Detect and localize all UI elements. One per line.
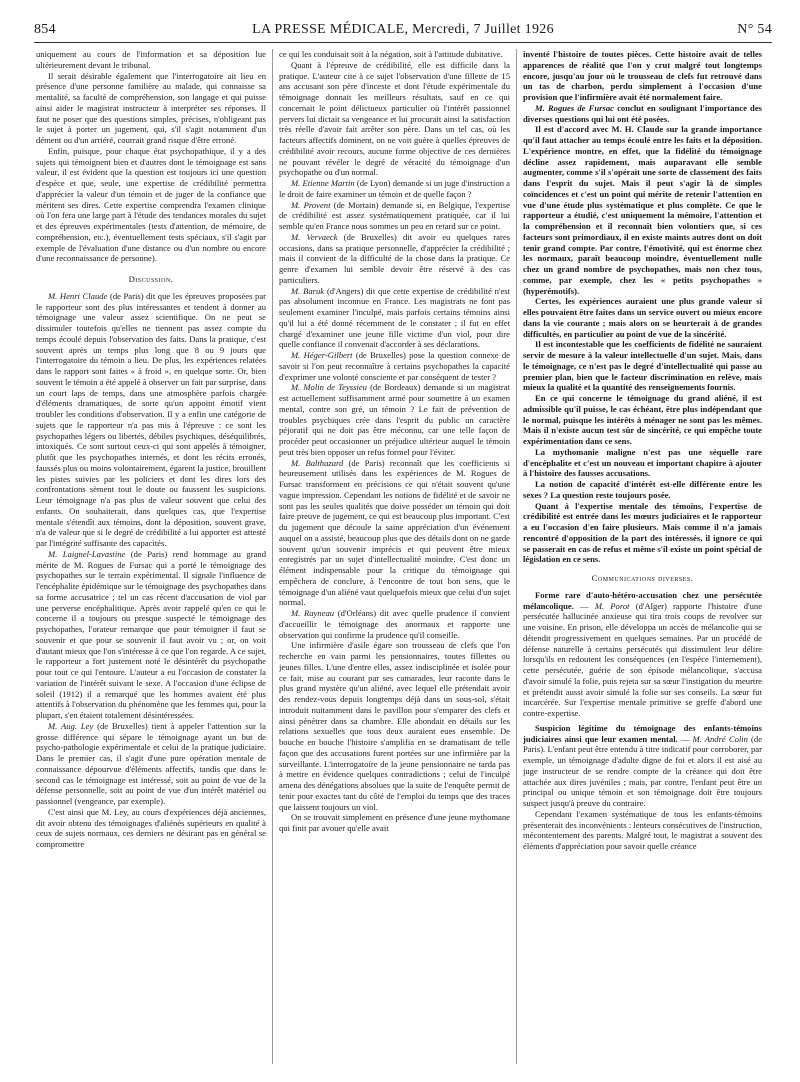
speaker-name: M. Henri Claude <box>48 290 108 301</box>
issue-number: N° 54 <box>737 22 772 37</box>
discussion-entry <box>279 232 510 286</box>
paragraph: Cependant l'examen systématique de tous les enfants-témoins présenterait des inconvénients : lenteurs consécutives de l'instruction, mécontentement des parents. Malgré tout, le magistrat a souvent des éléments d'appréciation pour savoir quelle créance <box>523 808 762 851</box>
column-2 <box>279 49 510 1064</box>
column-3 <box>523 49 762 1064</box>
discussion-entry <box>279 458 510 609</box>
paragraph: inventé l'histoire de toutes pièces. Cette histoire avait de telles apparences de réalité que l'on y crut malgré tout longtemps encore, jusqu'au jour où le trousseau de clefs fut retrouvé dans un tas de charbon, perdu simplement à l'occasion d'une provision que l'infirmière avait été normalement faire. <box>523 49 762 102</box>
entry-text: (de Mortain) demande si, en Belgique, l'expertise de crédibilité est assez systématiquement pratiquée, car il lui semble qu'en France nous sommes un peu en retard sur ce point. <box>279 199 510 231</box>
entry-text: (d'Angers) dit que cette expertise de crédibilité n'est pas absolument inconnue en France. Les magistrats ne font pas seulement examiner l'inculpé, mais parfois certains témoins ainsi qu'il lui a été donné récemment de le constater ; il fut en effet chargé d'examiner une jeune fille victime d'un viol, pour dire quelle confiance il convenait d'accorder à ses déclarations. <box>279 285 510 350</box>
paragraph: En ce qui concerne le témoignage du grand aliéné, il est admissible qu'il puisse, le cas échéant, être plus indépendant que le normal, puisque les intérêts à ménager ne sont pas les mêmes. Mais il n'existe aucun test sûr de sincérité, ce qui empêche toute expérimentation dans ce sens. <box>523 393 762 446</box>
discussion-entry <box>279 200 510 232</box>
paragraph: La notion de capacité d'intérêt est-elle différente entre les sexes ? La question reste toujours posée. <box>523 479 762 500</box>
column-1 <box>36 49 266 1064</box>
entry-text: (de Paris) rend hommage au grand mérite de M. Rogues de Fursac qui a porté le témoignage des psychopathes sur le terrain expérimental. Il signale l'influence de l'encéphalite épidémique sur le témoignage des psychopathes dans sa forme accusatrice ; tel un cas récent d'accusation de viol par une perverse encéphalitique. Après avoir rappelé qu'en ce qui le concerne il a toujours ou presque suspecté le témoignage des psychopathes, l'orateur remarque que pour témoigner il faut se souvenir et que pour se souvenir il faut avoir vu ; or, on voit d'autant mieux que l'on s'intéresse à ce que l'on regarde. A ce sujet, le rapporteur a fort justement noté le désintérêt du psychopathe pour tout ce qui l'entoure. L'auteur a eu l'occasion de constater la variation de l'intérêt suivant le sexe. A l'occasion d'une éclipse de soleil (1912) il a remarqué que les hommes avaient été plus attentifs à l'observation du phénomène que les femmes qui, pour la plupart, s'en étaient totalement désintéressées. <box>36 548 266 720</box>
paragraph: Quant à l'expertise mentale des témoins, l'expertise de crédibilité est entrée dans les mœurs judiciaires et le rapporteur a eu l'occasion d'en faire plusieurs. Mais comme il n'a jamais rencontré d'opposition de la part des intéressés, il ignore ce qui se passerait en cas de refus et même s'il existe un point spécial de législation en ce sens. <box>523 500 762 565</box>
speaker-name: M. Baruk <box>291 285 325 296</box>
discussion-entry <box>279 178 510 200</box>
entry-text: (d'Orléans) dit avec quelle prudence il convient d'accueillir le témoignage des anormaux et rapporte une observation qui confirme la prudence qu'il conseille. <box>279 608 510 640</box>
speaker-name: M. Balthazard <box>291 457 344 468</box>
speaker-name: M. Rogues de Fursac <box>535 102 614 113</box>
paragraph: On se trouvait simplement en présence d'une jeune mythomane qui finit par avouer qu'elle avait <box>279 812 510 833</box>
communication-title: Suspicion légitime du témoignage des enfants-témoins judiciaires ainsi que leur examen mental. <box>523 722 762 744</box>
entry-text: (de Paris). L'enfant peut être entendu à titre indicatif pour corroborer, par exemple, un témoignage d'adulte digne de foi et alors il est aisé au juge instructeur de se rendre compte de la créance qui doit être attachée aux dires juvéniles ; mais, par contre, l'enfant peut être un principal ou unique témoin et son témoignage doit être toujours suspect jusqu'à preuve du contraire. <box>523 733 762 808</box>
communication-title: Forme rare d'auto-hétéro-accusation chez une persécutée mélancolique. <box>523 589 762 611</box>
section-heading: Communications diverses. <box>591 573 694 583</box>
paragraph: Enfin, puisque, pour chaque état psychopathique, il y a des sujets qui témoignent bien et d'autres dont le témoignage est sans valeur, il est évident que la question est toujours ici une question d'espèce et que, seule, une expertise de crédibilité permettra d'apprécier la valeur d'un témoin et de juger de la confiance que méritent ses dires. Cette expertise comprendra l'examen clinique où l'on fera une large part à l'étude des tendances morales du sujet et des épreuves expérimentales (tests d'attention, de mémoire, de compréhension, etc.), éventuellement tests spéciaux, s'il s'agit par exemple de l'évaluation d'une distance ou d'un nombre ou encore d'une reconnaissance de personne). <box>36 145 266 264</box>
section-heading: Discussion. <box>128 274 174 284</box>
paragraph: Il est incontestable que les coefficients de fidélité ne sauraient servir de mesure à la valeur intellectuelle d'un sujet. Mais, dans le témoignage, ce n'est pas le degré d'intellectualité qui passe au premier plan, bien que le facteur discrimination en relève, mais mieux la qualité et la quantité des renseignements fournis. <box>523 339 762 393</box>
paragraph: Il est d'accord avec M. H. Claude sur la grande importance qu'il faut attacher au temps écoulé entre les faits et la déposition. L'expérience montre, en effet, que la fidélité du témoignage décline assez rapidement, mais auparavant elle semble augmenter, comme s'il s'opérait une sorte de classement des faits dans l'esprit du sujet. Mais il peut s'agir là de simples coïncidences et c'est un point qui mérite de retenir l'attention en vue d'une étude plus systématique et plus complète. Ce que le rapporteur a étudié, c'est uniquement la mémoire, l'attention et la compréhension et il reconnaît bien volontiers que, si ces facteurs sont primordiaux, il en existe maints autres dont on doit tenir grand compte. Par contre, l'émotivité, qui est énorme chez les normaux, paraît beaucoup moindre, éventuellement nulle chez un grand nombre de psychopathes, mais non chez tous, comme, par exemple, chez les « petits psychopathes » (hyperémotifs). <box>523 124 762 296</box>
discussion-entry <box>279 350 510 382</box>
paragraph: ce qui les conduisait soit à la négation, soit à l'attitude dubitative. <box>279 49 503 59</box>
column-divider-1 <box>272 49 273 1064</box>
journal-title: LA PRESSE MÉDICALE, Mercredi, 7 Juillet 1926 <box>252 22 554 37</box>
speaker-name: M. Porot <box>594 600 630 611</box>
speaker-name: M. Rayneau <box>291 608 335 618</box>
entry-text: (de Paris) reconnaît que les coefficients si heureusement utilisés dans les expériences de M. Rogues de Fursac transforment en précisions ce qui n'était souvent qu'une vague impression. Cependant les notions de fidélité et de savoir ne sont pas les seules qualités que doive posséder un témoin qui doit faire preuve de jugement, ce qui est beaucoup plus important. C'est du jugement que découle la saine appréciation d'un événement auquel on a assisté, beaucoup plus que des détails dont on ne garde souvent qu'un souvenir imprécis et qui peuvent être mieux enregistrés par un sujet d'intellectualité moindre. C'est donc un élément indispensable pour la critique du témoignage qui empêchera de conclure, à l'encontre de tout bon sens, que le témoignage d'un aliéné vaut quelquefois mieux que celui d'un sujet normal. <box>279 457 510 608</box>
entry-text: (de Bruxelles) tient à appeler l'attention sur la grosse différence qui sépare le témoignage ayant un but de psycho-pathologie expérimentale et celui de la pratique judiciaire. Dans le premier cas, il s'agit d'une pure opération mentale de connaissance dépourvue d'éléments affectifs, tandis que dans le second cas le témoignage est intéressé, soit au point de vue de la défense personnelle, soit au point de vue d'un intérêt matériel ou passionnel (vengeance, par exemple). <box>36 720 266 806</box>
header-rule <box>34 42 772 43</box>
entry-text: conclut en soulignant l'importance des diverses questions qui lui ont été posées. <box>523 102 762 124</box>
paragraph: Quant à l'épreuve de crédibilité, elle est difficile dans la pratique. L'auteur cite à ce sujet l'observation d'une fillette de 15 ans accusant son père d'inceste et dont l'étude expérimentale du témoignage donnait les meilleurs résultats, sauf en ce qui concernait le point délictueux particulier où l'intérêt passionnel pervers lui dictait sa vengeance et lui procurait ainsi la satisfaction très réelle d'avoir fait arrêter son père. Dans un tel cas, où les facteurs affectifs dominent, on ne voit guère à quelles épreuves de crédibilité avoir recours, aucune forme objective de ces dernières ne pouvant révéler le degré de véracité du témoignage d'un psychopathe ou d'un normal. <box>279 59 510 178</box>
page-header <box>34 20 772 42</box>
page-number: 854 <box>34 22 56 37</box>
entry-text: (de Bordeaux) demande si un magistrat est actuellement suffisamment armé pour soumettre à un examen mental, contre son gré, un témoin ? Le fait de prévention de troubles psychiques crée dans l'esprit du public un caractère péjoratif qui ne doit pas être méconnu, car une telle façon de procéder peut occasionner un préjudice ultérieur auquel le témoin peut très bien opposer un refus formel pour l'éviter. <box>279 382 510 457</box>
speaker-name: M. Provent <box>291 199 331 210</box>
column-divider-2 <box>516 49 517 1064</box>
speaker-name: M. Molin de Teyssieu <box>291 382 367 393</box>
communication-entry: Forme rare d'auto-hétéro-accusation chez une persécutée mélancolique. — M. Porot (d'Alger) rapporte l'histoire d'une persécutée hallucinée anxieuse qui tira trois coups de revolver sur une voisine. En prison, elle développa un accès de mélancolie qui se détendit progressivement en quelques semaines. Par un procédé de défense naturelle à certains persécutés qui dissimulent leur délire lorsqu'ils en redoutent les conséquences (en l'espèce l'internement), cette persécutée, guérie de son épisode mélancolique, s'accusa d'avoir simulé la folie, puis rejeta sur sa sœur l'instigation du meurtre et prétendit aussi avoir simulé la folie sur ses conseils. La sœur fut incarcérée. Sur l'expertise mentale primitive se greffe d'abord une contre-expertise. <box>523 589 762 718</box>
paragraph: uniquement au cours de l'information et sa déposition lue ultérieurement devant le tribunal. <box>36 49 266 70</box>
paragraph: Il serait désirable également que l'interrogatoire ait lieu en présence d'une personne familière au malade, qui connaisse sa mentalité, sa faculté de compréhension, son langage et qui puisse ainsi aider le magistrat instructeur à interpréter ses réponses. Il faut ne poser que des questions simples, précises, n'obligeant pas le sujet à porter un jugement, qui, s'il s'agit notamment d'un dément ou d'un arriéré, courrait grand risque d'être erroné. <box>36 70 266 145</box>
speaker-name: M. Etienne Martin <box>291 178 355 188</box>
discussion-entry <box>523 103 762 125</box>
paragraph: Certes, les expériences auraient une plus grande valeur si elles pouvaient être faites dans un service ouvert ou mieux encore dans la vie courante ; mais alors on se heurterait à de grandes difficultés, en particulier au point de vue de la sincérité. <box>523 296 762 339</box>
discussion-entry <box>36 549 266 721</box>
entry-text: (d'Alger) rapporte l'histoire d'une persécutée hallucinée anxieuse qui tira trois coups de revolver sur une voisine. En prison, elle développa un accès de mélancolie qui se détendit progressivement en quelques semaines. Par un procédé de défense naturelle à certains persécutés qui dissimulent leur délire lorsqu'ils en redoutent les conséquences (en l'espèce l'internement), cette persécutée, guérie de son épisode mélancolique, s'accusa d'avoir simulé la folie, puis rejeta sur sa sœur l'instigation du meurtre et prétendit aussi avoir simulé la folie sur ses conseils. La sœur fut incarcérée. Sur l'expertise mentale primitive se greffe d'abord une contre-expertise. <box>523 600 762 718</box>
speaker-name: M. André Colin <box>692 733 748 744</box>
discussion-entry <box>36 291 266 549</box>
speaker-name: M. Laignel-Lavastine <box>48 548 126 559</box>
paragraph: La mythomanie maligne n'est pas une séquelle rare d'encéphalite et c'est un nouveau et important chapitre à ajouter à l'histoire des fausses accusations. <box>523 446 762 479</box>
speaker-name: M. Héger-Gilbert <box>291 350 353 360</box>
entry-text: (de Bruxelles) pose la question connexe de savoir si l'on peut reconnaître à certains psychopathes la capacité d'exprimer une volonté consciente et par conséquent de tester ? <box>279 350 510 382</box>
discussion-entry <box>279 382 510 457</box>
communication-entry: Suspicion légitime du témoignage des enfants-témoins judiciaires ainsi que leur examen mental. — M. André Colin (de Paris). L'enfant peut être entendu à titre indicatif pour corroborer, par exemple, un témoignage d'adulte digne de foi et alors il est aisé au juge instructeur de se rendre compte de la créance qui doit être attachée aux dires juvéniles ; mais, par contre, l'enfant peut être un principal ou unique témoin et son témoignage doit être toujours suspect jusqu'à preuve du contraire. <box>523 722 762 808</box>
entry-text: (de Bruxelles) dit avoir eu quelques rares occasions, dans sa pratique personnelle, d'apprécier la crédibilité ; mais il convient de la difficulté de la chose dans la pratique. Ce genre d'examen lui semble devoir être réservé à des cas particuliers. <box>279 231 510 285</box>
entry-text: (de Paris) dit que les épreuves proposées par le rapporteur sont des plus intéressantes et tendent à donner au témoignage une valeur assez scientifique. On ne peut se dissimuler toutefois qu'elles ne tiennent pas assez compte du temps écoulé depuis l'observation des faits. Dans la pratique, c'est souvent après un temps plus long que 8 ou 9 jours que l'interrogatoire du témoin a lieu. De plus, les expériences relatées dans le rapport sont faites « à froid », en quelque sorte. Or, bien souvent le témoin a été appelé à observer un fait par surprise, dans un court laps de temps, dans une atmosphère parfois chargée d'éléments dramatiques, de sorte qu'un appoint émotif vient troubler les conditions d'observation. Il y a enfin une catégorie de sujets que le rapporteur n'a pas mis à l'épreuve : ce sont les psychopathes légers ou libertés, débiles psychiques, déséquilibrés, intoxiqués. Ce sont surtout ceux-ci qui sont appelés à témoigner, plutôt que les psychopathes internés, et dont les récits erronés, faussés plus ou moins volontairement, égarent la justice, brouillent les pistes suivies par les policiers et dont les dires lors des confrontations sèment tout le doute ou faussent les suspicions. Leur témoignage n'a pas plus de valeur souvent que celui des enfants. On souhaiterait, dans quelques cas, que l'expertise mentale s'étendît aux témoins, dont la déposition, souvent grave, n'a de valeur que si le degré de crédibilité a lui apporter est attesté par l'intégrité suffisante des capacités. <box>36 290 266 548</box>
paragraph: Une infirmière d'asile égare son trousseau de clefs que l'on recherche en vain parmi les pensionnaires, toutes fillettes ou jeunes filles. L'une d'entre elles, assez indisciplinée et isolée pour ce fait, mise au courant par ses camarades, leur raconte dans le plus grand mystère qu'un aliéné, avec lequel elle prétendait avoir des rendez-vous depuis longtemps déjà dans un sous-sol, s'était introduit nuitamment dans le pavillon pour s'emparer des clefs et ainsi pénétrer dans sa chambre. Elle abondait en détails sur les relations sexuelles que tous deux auraient eues ensemble. De bouche en bouche l'histoire s'amplifia en se dramatisant de telle façon que des accusations furent portées sur une infirmière par la surveillante. L'interrogatoire de la jeune pensionnaire ne tarda pas à mettre en évidence quelques contradictions ; celui de l'inculpé amena des dénégations absolues que la suite de l'enquête permit de tenir pour exactes tant du côté de l'emploi du temps que des traces que laissent toujours un viol. <box>279 640 510 812</box>
entry-text: (de Lyon) demande si un juge d'instruction a le droit de faire examiner un témoin et de quelle façon ? <box>279 178 510 199</box>
discussion-entry <box>279 608 510 640</box>
discussion-entry <box>279 286 510 351</box>
speaker-name: M. Vervaeck <box>291 231 338 242</box>
speaker-name: M. Aug. Ley <box>48 720 94 731</box>
paragraph: C'est ainsi que M. Ley, au cours d'expériences déjà anciennes, dit avoir obtenu des témoignages d'aliénés supérieurs en qualité à ceux de sujets normaux, ces derniers ne désirant pas en général se compromettre <box>36 806 266 849</box>
discussion-entry <box>36 721 266 807</box>
